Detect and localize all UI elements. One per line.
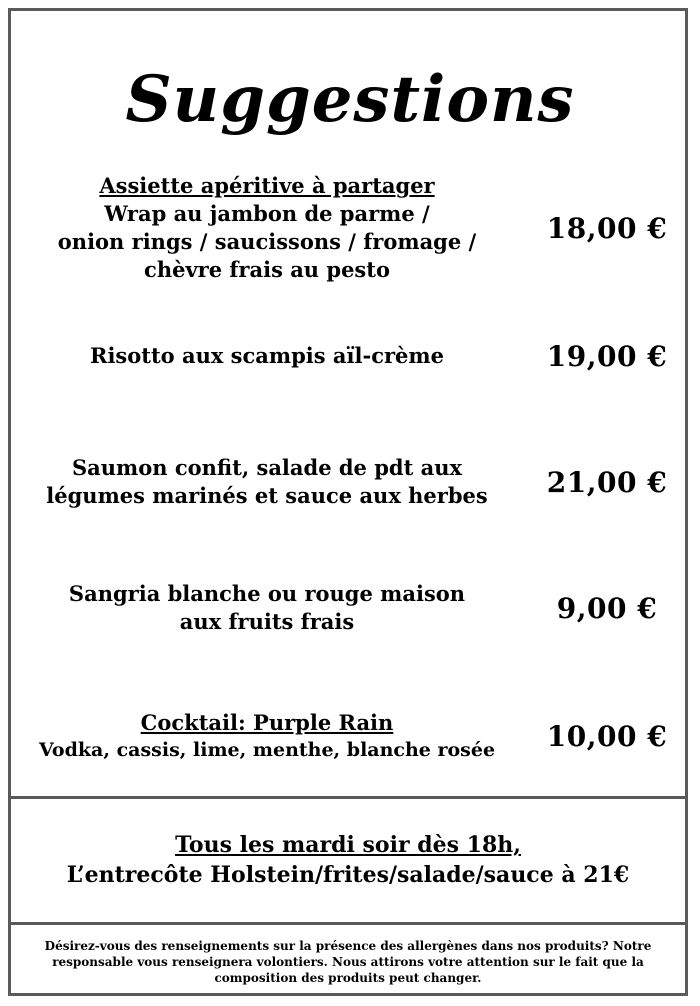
item-line: aux fruits frais <box>179 609 355 634</box>
item-price: 18,00 € <box>546 211 668 245</box>
menu-title: Suggestions <box>125 62 575 137</box>
promo-block <box>8 830 688 890</box>
item-heading: Assiette apéritive à partager <box>99 173 435 198</box>
item-description <box>8 342 526 370</box>
promo-text: L’entrecôte Holstein/frites/salade/sauce à 21€ <box>66 862 630 888</box>
promo-heading: Tous les mardi soir dès 18h, <box>175 832 521 858</box>
item-line: Wrap au jambon de parme / <box>104 201 430 226</box>
divider <box>8 922 688 925</box>
item-line: Vodka, cassis, lime, menthe, blanche rosée <box>38 739 496 761</box>
item-description <box>8 454 526 510</box>
item-line: légumes marinés et sauce aux herbes <box>46 483 488 508</box>
item-line: Saumon confit, salade de pdt aux <box>72 455 462 480</box>
allergen-note: Désirez-vous des renseignements sur la présence des allergènes dans nos produits? Notre responsable vous renseignera volontiers. Nous attirons votre attention sur le fait que la composition des produits peut changer. <box>44 939 652 985</box>
item-price: 9,00 € <box>556 591 658 625</box>
menu-item-risotto <box>8 338 688 374</box>
item-price: 10,00 € <box>546 719 668 753</box>
item-price: 21,00 € <box>546 465 668 499</box>
menu-item-sangria <box>8 578 688 638</box>
item-price: 19,00 € <box>546 339 668 373</box>
menu-item-assiette <box>8 170 688 286</box>
menu-item-cocktail <box>8 706 688 766</box>
item-line: Sangria blanche ou rouge maison <box>68 581 466 606</box>
item-description <box>8 580 526 636</box>
item-description <box>8 172 526 284</box>
divider <box>8 796 688 799</box>
menu-item-saumon <box>8 452 688 512</box>
item-line: chèvre frais au pesto <box>144 257 390 282</box>
item-description <box>8 709 526 763</box>
item-line: Risotto aux scampis aïl-crème <box>90 343 444 368</box>
item-heading: Cocktail: Purple Rain <box>140 710 394 735</box>
item-line: onion rings / saucissons / fromage / <box>57 229 477 254</box>
